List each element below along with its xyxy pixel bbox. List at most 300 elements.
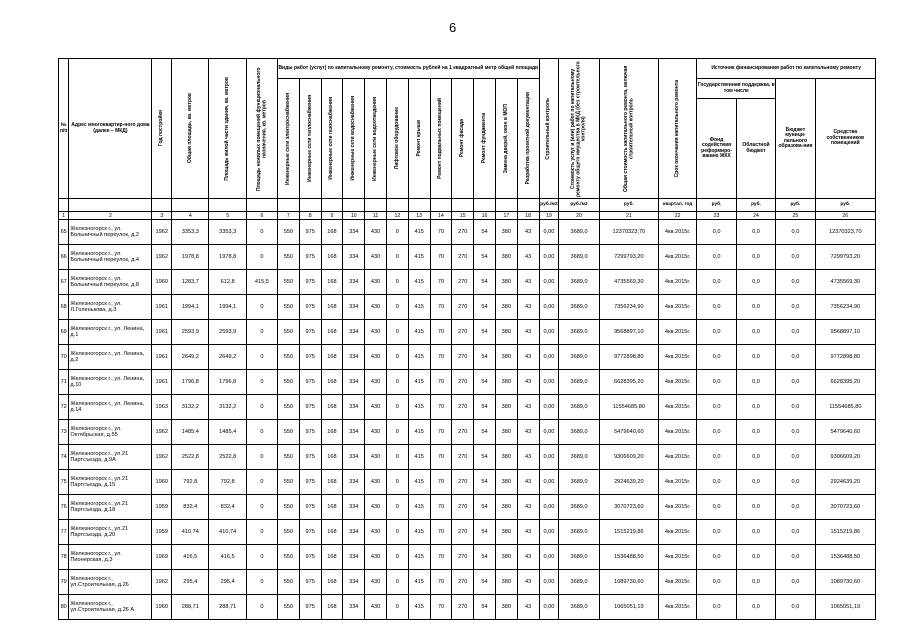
row-fund: 0,0 — [697, 545, 736, 570]
row-work-cost: 430 — [365, 320, 387, 345]
row-municipal: 0,0 — [776, 320, 815, 345]
row-work-cost: 70 — [430, 545, 452, 570]
table-row — [59, 570, 876, 595]
row-total-area: 3132,2 — [172, 395, 209, 420]
row-total-area: 832,4 — [172, 495, 209, 520]
row-work-cost: 168 — [321, 345, 343, 370]
row-work-cost: 0 — [386, 370, 408, 395]
row-work-cost: 975 — [299, 245, 321, 270]
row-regional: 0,0 — [736, 345, 775, 370]
row-deadline: 4кв.2015г. — [658, 395, 696, 420]
row-work-cost: 54 — [474, 570, 496, 595]
row-work-cost: 70 — [430, 320, 452, 345]
row-construction-control: 0,00 — [539, 445, 559, 470]
row-work-cost: 70 — [430, 395, 452, 420]
row-work-cost: 70 — [430, 445, 452, 470]
row-work-cost: 270 — [452, 570, 474, 595]
unit-quarter-year: квартал, год — [658, 199, 696, 212]
row-work-cost: 415 — [408, 220, 430, 245]
header-no: № п/п — [59, 59, 69, 199]
row-total-area: 416,5 — [172, 545, 209, 570]
column-number: 26 — [815, 212, 875, 220]
row-own-funds: 3070723,60 — [815, 495, 875, 520]
row-work-cost: 975 — [299, 270, 321, 295]
row-total-area: 2649,2 — [172, 345, 209, 370]
row-work-cost: 334 — [343, 320, 365, 345]
row-work-cost: 430 — [365, 220, 387, 245]
header-work-roof: Ремонт крыши — [415, 120, 422, 157]
row-work-cost: 334 — [343, 345, 365, 370]
row-total-area: 1796,8 — [172, 370, 209, 395]
row-living-area: 2522,8 — [209, 445, 246, 470]
row-deadline: 4кв.2015г. — [658, 370, 696, 395]
row-work-cost: 380 — [495, 520, 517, 545]
row-total-cost: 12370323,70 — [599, 220, 658, 245]
column-number: 5 — [209, 212, 246, 220]
row-work-cost: 550 — [277, 420, 299, 445]
table-row — [59, 295, 876, 320]
row-municipal: 0,0 — [776, 295, 815, 320]
row-deadline: 4кв.2015г. — [658, 520, 696, 545]
row-work-cost: 415 — [408, 595, 430, 620]
row-nonliving-area: 0 — [246, 445, 277, 470]
row-work-cost: 54 — [474, 320, 496, 345]
row-work-cost: 380 — [495, 470, 517, 495]
row-work-cost: 430 — [365, 595, 387, 620]
row-work-cost: 334 — [343, 445, 365, 470]
row-work-cost: 415 — [408, 345, 430, 370]
row-total-cost: 1089730,60 — [599, 570, 658, 595]
row-fund: 0,0 — [697, 320, 736, 345]
row-regional: 0,0 — [736, 420, 775, 445]
row-living-area: 3353,3 — [209, 220, 246, 245]
row-work-cost: 43 — [517, 245, 539, 270]
row-construction-control: 0,00 — [539, 320, 559, 345]
row-address: Железногорск г., ул. Больничный переулок, д.2 — [69, 220, 152, 245]
row-work-cost: 0 — [386, 220, 408, 245]
row-unit-cost: 3689,0 — [559, 520, 599, 545]
row-year: 1962 — [152, 445, 172, 470]
row-work-cost: 0 — [386, 420, 408, 445]
table-row — [59, 595, 876, 620]
row-work-cost: 550 — [277, 545, 299, 570]
column-number: 13 — [408, 212, 430, 220]
row-work-cost: 334 — [343, 420, 365, 445]
row-total-cost: 7356234,90 — [599, 295, 658, 320]
row-municipal: 0,0 — [776, 220, 815, 245]
row-own-funds: 4735569,30 — [815, 270, 875, 295]
column-number: 19 — [539, 212, 559, 220]
header-year: Год постройки — [158, 110, 165, 147]
row-year: 1961 — [152, 370, 172, 395]
row-work-cost: 0 — [386, 470, 408, 495]
row-municipal: 0,0 — [776, 420, 815, 445]
row-nonliving-area: 0 — [246, 370, 277, 395]
row-work-cost: 415 — [408, 395, 430, 420]
row-address: Железногорск г., ул. Ленина, д.10 — [69, 370, 152, 395]
row-work-cost: 168 — [321, 370, 343, 395]
row-work-cost: 43 — [517, 520, 539, 545]
row-work-cost: 270 — [452, 220, 474, 245]
row-work-cost: 54 — [474, 545, 496, 570]
row-work-cost: 550 — [277, 320, 299, 345]
row-work-cost: 54 — [474, 445, 496, 470]
row-deadline: 4кв.2015г. — [658, 495, 696, 520]
row-own-funds: 12370323,70 — [815, 220, 875, 245]
row-work-cost: 43 — [517, 420, 539, 445]
row-living-area: 612,8 — [209, 270, 246, 295]
row-work-cost: 270 — [452, 470, 474, 495]
row-living-area: 3132,2 — [209, 395, 246, 420]
row-nonliving-area: 0 — [246, 395, 277, 420]
row-work-cost: 975 — [299, 345, 321, 370]
row-work-cost: 380 — [495, 345, 517, 370]
row-work-cost: 0 — [386, 395, 408, 420]
row-fund: 0,0 — [697, 520, 736, 545]
row-regional: 0,0 — [736, 395, 775, 420]
row-number: 66 — [59, 245, 69, 270]
row-work-cost: 70 — [430, 470, 452, 495]
row-unit-cost: 3689,0 — [559, 220, 599, 245]
row-own-funds: 5479640,60 — [815, 420, 875, 445]
row-total-area: 1994,1 — [172, 295, 209, 320]
row-work-cost: 270 — [452, 520, 474, 545]
row-number: 78 — [59, 545, 69, 570]
table-row — [59, 495, 876, 520]
row-work-cost: 550 — [277, 295, 299, 320]
row-work-cost: 380 — [495, 595, 517, 620]
row-work-cost: 270 — [452, 245, 474, 270]
row-unit-cost: 3689,0 — [559, 295, 599, 320]
column-number: 2 — [69, 212, 152, 220]
row-work-cost: 380 — [495, 295, 517, 320]
row-work-cost: 54 — [474, 345, 496, 370]
row-work-cost: 54 — [474, 220, 496, 245]
row-work-cost: 54 — [474, 395, 496, 420]
row-living-area: 288,71 — [209, 595, 246, 620]
row-work-cost: 43 — [517, 370, 539, 395]
row-total-area: 288,71 — [172, 595, 209, 620]
header-unit-cost: Стоимость услуг и (или) работ по капитальному ремонту общего имущества в МКД (без строительного контроля) — [570, 60, 587, 197]
row-work-cost: 270 — [452, 495, 474, 520]
row-work-cost: 0 — [386, 345, 408, 370]
unit-rub-m2-b: руб./м2 — [559, 199, 599, 212]
row-construction-control: 0,00 — [539, 245, 559, 270]
row-work-cost: 168 — [321, 420, 343, 445]
row-nonliving-area: 0 — [246, 470, 277, 495]
row-work-cost: 270 — [452, 320, 474, 345]
row-work-cost: 975 — [299, 520, 321, 545]
row-year: 1959 — [152, 495, 172, 520]
row-nonliving-area: 415,5 — [246, 270, 277, 295]
row-living-area: 1978,8 — [209, 245, 246, 270]
row-total-cost: 9568897,10 — [599, 320, 658, 345]
row-work-cost: 975 — [299, 470, 321, 495]
row-work-cost: 70 — [430, 345, 452, 370]
row-work-cost: 54 — [474, 270, 496, 295]
row-number: 65 — [59, 220, 69, 245]
row-work-cost: 430 — [365, 370, 387, 395]
row-regional: 0,0 — [736, 520, 775, 545]
row-year: 1961 — [152, 320, 172, 345]
row-work-cost: 415 — [408, 370, 430, 395]
row-work-cost: 975 — [299, 220, 321, 245]
row-work-cost: 334 — [343, 395, 365, 420]
row-address: Железногорск г., ул. Ленина, д.1 — [69, 320, 152, 345]
row-work-cost: 975 — [299, 595, 321, 620]
row-address: Железногорск г., ул.21 Партсъезда, д.15 — [69, 470, 152, 495]
row-work-cost: 0 — [386, 595, 408, 620]
unit-rub-m2-a: руб./м2 — [539, 199, 559, 212]
row-work-cost: 975 — [299, 370, 321, 395]
row-work-cost: 430 — [365, 495, 387, 520]
row-own-funds: 9772898,80 — [815, 345, 875, 370]
row-deadline: 4кв.2015г. — [658, 470, 696, 495]
row-work-cost: 43 — [517, 470, 539, 495]
row-total-cost: 11554685,80 — [599, 395, 658, 420]
row-unit-cost: 3689,0 — [559, 345, 599, 370]
row-construction-control: 0,00 — [539, 395, 559, 420]
row-nonliving-area: 0 — [246, 520, 277, 545]
header-sources-group: Источник финансирования работ по капитальному ремонту — [697, 59, 876, 79]
row-address: Железногорск г., ул.21 Партсъезда, д.9А — [69, 445, 152, 470]
header-work-sewer: Инженерные сети водоотведения — [371, 96, 378, 181]
row-municipal: 0,0 — [776, 570, 815, 595]
row-work-cost: 270 — [452, 420, 474, 445]
row-construction-control: 0,00 — [539, 595, 559, 620]
row-own-funds: 7299793,20 — [815, 245, 875, 270]
row-work-cost: 334 — [343, 370, 365, 395]
row-work-cost: 975 — [299, 295, 321, 320]
row-number: 67 — [59, 270, 69, 295]
row-work-cost: 70 — [430, 495, 452, 520]
row-work-cost: 415 — [408, 545, 430, 570]
row-work-cost: 334 — [343, 220, 365, 245]
row-total-cost: 1515219,86 — [599, 520, 658, 545]
row-regional: 0,0 — [736, 545, 775, 570]
row-total-area: 792,8 — [172, 470, 209, 495]
row-work-cost: 54 — [474, 520, 496, 545]
row-work-cost: 430 — [365, 345, 387, 370]
row-regional: 0,0 — [736, 370, 775, 395]
row-own-funds: 1065051,19 — [815, 595, 875, 620]
row-work-cost: 0 — [386, 320, 408, 345]
row-deadline: 4кв.2015г. — [658, 420, 696, 445]
row-nonliving-area: 0 — [246, 320, 277, 345]
header-work-project-docs: Разработка проектной документации — [524, 92, 531, 185]
header-work-gas: Инженерные сети газоснабжения — [328, 97, 335, 180]
row-municipal: 0,0 — [776, 245, 815, 270]
header-works-group: Виды работ (услуг) по капитальному ремонту, стоимость рублей на 1 квадратный метр общей площади — [277, 59, 539, 79]
row-unit-cost: 3689,0 — [559, 495, 599, 520]
header-regional: Областной бюджет — [736, 99, 775, 199]
column-number: 1 — [59, 212, 69, 220]
row-work-cost: 168 — [321, 570, 343, 595]
row-work-cost: 334 — [343, 595, 365, 620]
row-work-cost: 430 — [365, 520, 387, 545]
row-fund: 0,0 — [697, 470, 736, 495]
row-work-cost: 550 — [277, 345, 299, 370]
row-work-cost: 0 — [386, 270, 408, 295]
row-construction-control: 0,00 — [539, 295, 559, 320]
column-number: 11 — [365, 212, 387, 220]
row-construction-control: 0,00 — [539, 420, 559, 445]
row-work-cost: 54 — [474, 245, 496, 270]
row-nonliving-area: 0 — [246, 495, 277, 520]
row-living-area: 295,4 — [209, 570, 246, 595]
row-total-cost: 9772898,80 — [599, 345, 658, 370]
row-work-cost: 43 — [517, 320, 539, 345]
row-number: 68 — [59, 295, 69, 320]
table-row — [59, 545, 876, 570]
row-work-cost: 415 — [408, 520, 430, 545]
row-work-cost: 54 — [474, 420, 496, 445]
row-unit-cost: 3689,0 — [559, 270, 599, 295]
row-work-cost: 975 — [299, 445, 321, 470]
row-work-cost: 334 — [343, 570, 365, 595]
column-number: 8 — [299, 212, 321, 220]
row-living-area: 832,4 — [209, 495, 246, 520]
header-address: Адрес многоквартир-ного дома (далее – МКД) — [69, 59, 152, 199]
row-municipal: 0,0 — [776, 495, 815, 520]
row-unit-cost: 3689,0 — [559, 445, 599, 470]
row-work-cost: 70 — [430, 570, 452, 595]
row-work-cost: 550 — [277, 370, 299, 395]
row-deadline: 4кв.2015г. — [658, 570, 696, 595]
row-work-cost: 430 — [365, 270, 387, 295]
row-construction-control: 0,00 — [539, 495, 559, 520]
row-work-cost: 380 — [495, 570, 517, 595]
row-total-cost: 1065051,19 — [599, 595, 658, 620]
row-work-cost: 43 — [517, 545, 539, 570]
row-work-cost: 43 — [517, 570, 539, 595]
row-work-cost: 975 — [299, 395, 321, 420]
row-year: 1962 — [152, 220, 172, 245]
row-work-cost: 168 — [321, 220, 343, 245]
row-regional: 0,0 — [736, 220, 775, 245]
row-work-cost: 550 — [277, 220, 299, 245]
header-construction-control: Строительный контроль — [545, 97, 552, 160]
row-work-cost: 550 — [277, 270, 299, 295]
row-work-cost: 43 — [517, 295, 539, 320]
header-work-facade: Ремонт фасада — [459, 119, 466, 158]
column-number: 7 — [277, 212, 299, 220]
row-total-cost: 5479640,60 — [599, 420, 658, 445]
row-work-cost: 380 — [495, 220, 517, 245]
row-work-cost: 380 — [495, 270, 517, 295]
row-number: 73 — [59, 420, 69, 445]
row-work-cost: 43 — [517, 270, 539, 295]
row-fund: 0,0 — [697, 495, 736, 520]
row-work-cost: 168 — [321, 595, 343, 620]
column-number: 10 — [343, 212, 365, 220]
row-work-cost: 70 — [430, 220, 452, 245]
row-work-cost: 270 — [452, 345, 474, 370]
column-number: 16 — [474, 212, 496, 220]
row-total-cost: 3070723,60 — [599, 495, 658, 520]
row-municipal: 0,0 — [776, 345, 815, 370]
row-total-cost: 9306609,20 — [599, 445, 658, 470]
row-living-area: 1796,8 — [209, 370, 246, 395]
row-work-cost: 550 — [277, 570, 299, 595]
row-construction-control: 0,00 — [539, 545, 559, 570]
row-deadline: 4кв.2015г. — [658, 295, 696, 320]
column-number: 17 — [495, 212, 517, 220]
row-fund: 0,0 — [697, 295, 736, 320]
row-regional: 0,0 — [736, 470, 775, 495]
row-work-cost: 0 — [386, 445, 408, 470]
row-deadline: 4кв.2015г. — [658, 320, 696, 345]
row-work-cost: 0 — [386, 295, 408, 320]
column-number: 12 — [386, 212, 408, 220]
row-address: Железногорск г., ул.21 Партсъезда, д.20 — [69, 520, 152, 545]
row-work-cost: 70 — [430, 520, 452, 545]
row-fund: 0,0 — [697, 345, 736, 370]
column-number: 21 — [599, 212, 658, 220]
table-row — [59, 520, 876, 545]
row-year: 1961 — [152, 345, 172, 370]
row-work-cost: 430 — [365, 395, 387, 420]
row-work-cost: 415 — [408, 245, 430, 270]
capital-repair-table — [58, 58, 876, 620]
row-total-cost: 1536488,50 — [599, 545, 658, 570]
row-regional: 0,0 — [736, 295, 775, 320]
row-fund: 0,0 — [697, 445, 736, 470]
row-total-area: 1283,7 — [172, 270, 209, 295]
row-work-cost: 975 — [299, 570, 321, 595]
row-work-cost: 0 — [386, 495, 408, 520]
row-fund: 0,0 — [697, 595, 736, 620]
row-construction-control: 0,00 — [539, 370, 559, 395]
row-work-cost: 70 — [430, 245, 452, 270]
row-number: 72 — [59, 395, 69, 420]
row-work-cost: 550 — [277, 470, 299, 495]
row-work-cost: 270 — [452, 395, 474, 420]
row-total-cost: 7299793,20 — [599, 245, 658, 270]
row-work-cost: 975 — [299, 320, 321, 345]
row-deadline: 4кв.2015г. — [658, 595, 696, 620]
header-total-area: Общая площадь, кв. метров — [186, 93, 193, 164]
row-own-funds: 6628395,20 — [815, 370, 875, 395]
row-deadline: 4кв.2015г. — [658, 345, 696, 370]
row-year: 1962 — [152, 570, 172, 595]
row-unit-cost: 3689,0 — [559, 395, 599, 420]
column-number: 20 — [559, 212, 599, 220]
row-total-area: 2593,9 — [172, 320, 209, 345]
row-address: Железногорск г., ул. Октябрьская, д.55 — [69, 420, 152, 445]
row-deadline: 4кв.2015г. — [658, 445, 696, 470]
header-fund: Фонд содействия реформиро-ванию ЖКХ — [697, 99, 736, 199]
row-construction-control: 0,00 — [539, 470, 559, 495]
row-number: 70 — [59, 345, 69, 370]
row-work-cost: 54 — [474, 595, 496, 620]
row-unit-cost: 3689,0 — [559, 595, 599, 620]
row-work-cost: 550 — [277, 395, 299, 420]
row-number: 69 — [59, 320, 69, 345]
row-living-area: 792,8 — [209, 470, 246, 495]
header-work-heating: Инженерные сети теплоснабжения — [306, 95, 313, 182]
row-municipal: 0,0 — [776, 270, 815, 295]
row-work-cost: 334 — [343, 520, 365, 545]
row-total-area: 1978,8 — [172, 245, 209, 270]
row-fund: 0,0 — [697, 395, 736, 420]
row-work-cost: 0 — [386, 245, 408, 270]
row-total-area: 295,4 — [172, 570, 209, 595]
table-row — [59, 370, 876, 395]
row-work-cost: 168 — [321, 495, 343, 520]
row-municipal: 0,0 — [776, 470, 815, 495]
row-nonliving-area: 0 — [246, 420, 277, 445]
